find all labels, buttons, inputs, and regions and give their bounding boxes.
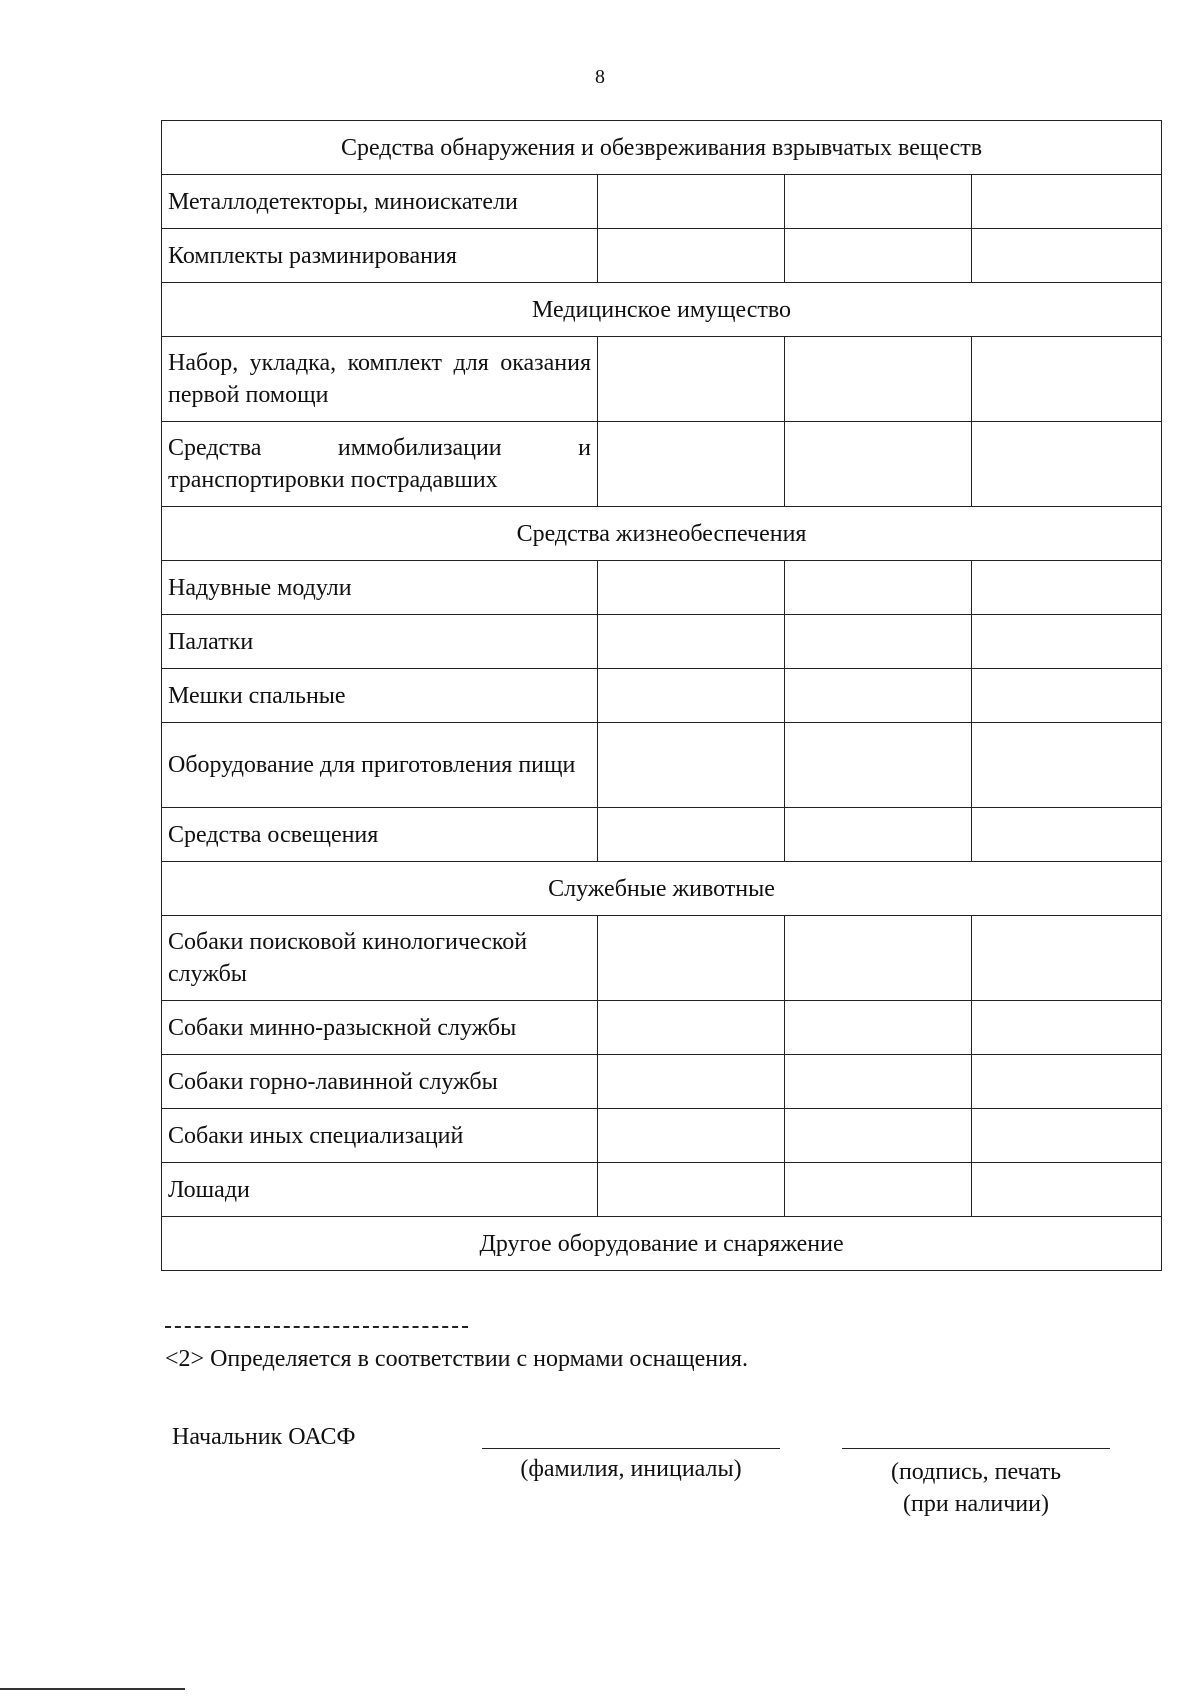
empty-cell [598,916,785,1001]
empty-cell [972,561,1162,615]
page-number: 8 [595,66,605,88]
empty-cell [785,1163,972,1217]
empty-cell [598,1163,785,1217]
equipment-table [161,120,1162,1271]
empty-cell [785,615,972,669]
empty-cell [598,808,785,862]
name-signature-line [482,1448,780,1449]
empty-cell [598,1109,785,1163]
empty-cell [785,808,972,862]
item-name: Надувные модули [162,561,598,615]
table-row [162,723,1162,808]
empty-cell [785,561,972,615]
item-name: Собаки иных специализаций [162,1109,598,1163]
empty-cell [785,1109,972,1163]
item-name: Комплекты разминирования [162,229,598,283]
item-name: Собаки поисковой кинологической службы [162,916,598,1001]
table-row [162,916,1162,1001]
item-name: Средства иммобилизации и транспортировки пострадавших [162,422,598,507]
empty-cell [972,229,1162,283]
empty-cell [972,337,1162,422]
empty-cell [598,175,785,229]
item-name: Оборудование для приготовления пищи [162,723,598,808]
table-row [162,1163,1162,1217]
table-row [162,337,1162,422]
empty-cell [598,723,785,808]
footnote: <2> Определяется в соответствии с нормами оснащения. [165,1346,748,1372]
name-caption: (фамилия, инициалы) [520,1456,742,1482]
empty-cell [785,175,972,229]
table-row [162,1055,1162,1109]
table-row [162,669,1162,723]
empty-cell [598,561,785,615]
empty-cell [785,669,972,723]
section-title: Другое оборудование и снаряжение [162,1217,1162,1271]
empty-cell [598,615,785,669]
empty-cell [598,337,785,422]
empty-cell [785,1001,972,1055]
empty-cell [785,337,972,422]
section-header-row [162,862,1162,916]
sign-caption-line1: (подпись, печать [890,1459,1062,1485]
empty-cell [972,916,1162,1001]
item-name: Собаки минно-разыскной службы [162,1001,598,1055]
item-name: Средства освещения [162,808,598,862]
empty-cell [972,615,1162,669]
empty-cell [972,1163,1162,1217]
table-row [162,1001,1162,1055]
empty-cell [598,669,785,723]
empty-cell [785,916,972,1001]
section-header-row [162,507,1162,561]
scan-edge-line [0,1688,185,1690]
footnote-divider [165,1326,468,1328]
empty-cell [972,1109,1162,1163]
empty-cell [598,229,785,283]
item-name: Металлодетекторы, миноискатели [162,175,598,229]
section-title: Средства обнаружения и обезвреживания взрывчатых веществ [162,121,1162,175]
empty-cell [785,422,972,507]
section-header-row [162,283,1162,337]
table-row [162,1109,1162,1163]
empty-cell [785,1055,972,1109]
table-row [162,175,1162,229]
empty-cell [972,1001,1162,1055]
table-row [162,561,1162,615]
empty-cell [972,723,1162,808]
sign-signature-line [842,1448,1110,1449]
section-title: Медицинское имущество [162,283,1162,337]
empty-cell [972,669,1162,723]
item-name: Мешки спальные [162,669,598,723]
section-header-row [162,1217,1162,1271]
empty-cell [598,422,785,507]
sign-caption [842,1456,1110,1520]
empty-cell [785,229,972,283]
table-row [162,229,1162,283]
item-name: Палатки [162,615,598,669]
empty-cell [598,1055,785,1109]
empty-cell [972,422,1162,507]
section-title: Служебные животные [162,862,1162,916]
item-name: Лошади [162,1163,598,1217]
signer-position: Начальник ОАСФ [172,1424,356,1450]
item-name: Набор, укладка, комплект для оказания первой помощи [162,337,598,422]
empty-cell [972,1055,1162,1109]
table-row [162,422,1162,507]
empty-cell [972,808,1162,862]
table-row [162,615,1162,669]
sign-caption-line2: (при наличии) [903,1491,1049,1517]
item-name: Собаки горно-лавинной службы [162,1055,598,1109]
empty-cell [598,1001,785,1055]
empty-cell [785,723,972,808]
table-row [162,808,1162,862]
empty-cell [972,175,1162,229]
section-title: Средства жизнеобеспечения [162,507,1162,561]
section-header-row [162,121,1162,175]
